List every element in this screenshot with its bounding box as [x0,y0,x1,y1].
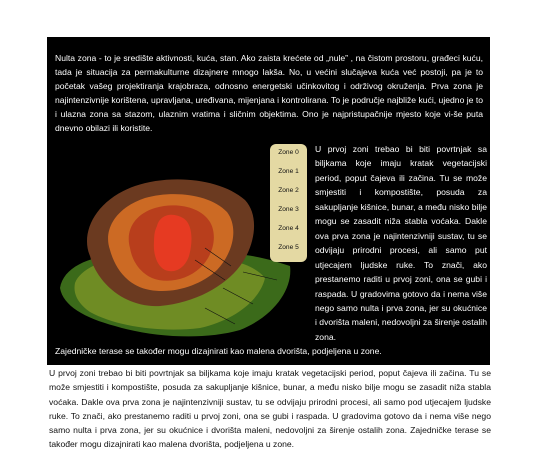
body-paragraph: U prvoj zoni trebao bi biti povrtnjak sa biljkama koje imaju kratak vegetacijski period, poput čajeva ili začina. Tu se može smjestiti i kompostište, posuda za sakupljanje kišnice, bunar, a među nisko bilje mogu se zasadit niža stabla voćaka. Dakle ova prva zona je najintenzivniji sustav, tu se odvijaju prirodni procesi, ali samo pod utjecajem ljudske ruke. To znači, ako prestanemo raditi u prvoj zoni, ona se gubi i raspada. U gradovima gotovo da i nema više nego samo nulta i prva zona, jer su okućnice i dvorišta maleni, nedovoljni za širenje ostalih zona. Zajedničke terase se također mogu dizajnirati kao malena dvorišta, podjeljena u zone. [49,368,491,450]
legend-zone-3: Zone 3 [278,206,299,213]
legend-zone-2: Zone 2 [278,187,299,194]
zone-legend [270,144,307,262]
intro-paragraph: Nulta zona - to je središte aktivnosti, kuća, stan. Ako zaista krećete od „nule” , na čistom prostoru, građeci kuću, tada je situacija za permakulturne dizajnere mnogo lakša. No, u većini slučajeva kuća već postoji, pa je to početak vašeg projektiranja krajobraza, odnosno energetski učinkovitog i održivog okruženja. Prva zona je najintenzivnije korištena, upravljana, uređivana, mijenjana i kontrolirana. To je područje najbliže kući, ujedno je to i ulazna zona sa stazom, ulaznim vratima i sličnim objektima. Ono je najpristupačnije mjesto koje vi-še puta dnevno obilazi ili koristite. [55,53,483,134]
panel-caption: Zajedničke terase se također mogu dizajnirati kao malena dvorišta, podjeljena u zone. [55,346,382,356]
legend-zone-5: Zone 5 [278,244,299,251]
legend-zone-1: Zone 1 [278,168,299,175]
permaculture-zone-diagram [55,138,300,343]
legend-zone-4: Zone 4 [278,225,299,232]
zone-figure-panel [47,37,490,365]
side-paragraph: U prvoj zoni trebao bi biti povrtnjak sa biljkama koje imaju kratak vegetacijski period, poput čajeva ili začina. Tu se može smjestiti i kompostište, posuda za sakupljanje kišnice, bunar, a među nisko bilje mogu se zasadit niža stabla voćaka. Dakle ova prva zona je najintenzivniji sustav, tu se odvijaju prirodni procesi, ali samo put utjecajem ljudske ruke. To znači, ako prestanemo raditi u prvoj zoni, ona se gubi i raspada. U gradovima gotovo da i nema više nego samo nulta i prva zona, jer su okućnice i dvorišta maleni, nedovoljni za širenje ostalih zona. [315,144,487,342]
legend-zone-0: Zone 0 [278,149,299,156]
